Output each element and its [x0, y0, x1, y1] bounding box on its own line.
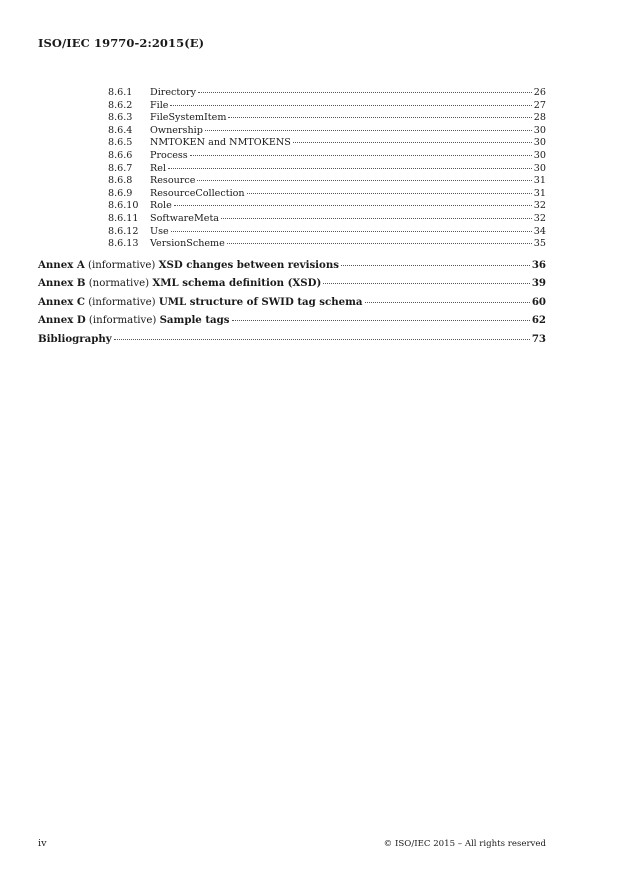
toc-entry-page: 32 — [533, 200, 546, 212]
toc-entry-page: 27 — [533, 99, 546, 111]
toc-entry[interactable] — [108, 125, 546, 138]
toc-entry-number: 8.6.2 — [108, 99, 133, 111]
toc-annex-entry[interactable] — [38, 293, 546, 311]
toc-subsection-list — [108, 87, 546, 251]
toc-entry[interactable] — [108, 87, 546, 100]
annex-label: Annex A — [38, 259, 85, 271]
annex-qualifier: (informative) — [88, 296, 156, 308]
toc-entry-number: 8.6.11 — [108, 212, 139, 224]
dot-leader — [227, 243, 532, 244]
annex-title: XSD changes between revisions — [158, 259, 339, 271]
annex-page: 39 — [531, 277, 546, 290]
dot-leader — [190, 155, 532, 156]
toc-entry-page: 30 — [533, 149, 546, 161]
toc-entry[interactable] — [108, 112, 546, 125]
toc-entry-title: SoftwareMeta — [150, 212, 220, 224]
toc-entry[interactable] — [108, 100, 546, 113]
annex-label: Annex D — [38, 314, 86, 327]
footer-page-number: iv — [38, 838, 47, 849]
toc-entry-page: 35 — [533, 238, 546, 250]
dot-leader — [221, 218, 532, 219]
dot-leader — [197, 180, 531, 181]
toc-annex-entry[interactable] — [38, 274, 546, 292]
toc-entry-number: 8.6.4 — [108, 124, 133, 136]
toc-entry-title: Role — [150, 200, 172, 212]
annex-title: XML schema definition (XSD) — [152, 277, 322, 290]
toc-entry-number: 8.6.13 — [108, 238, 139, 250]
dot-leader — [323, 283, 529, 284]
dot-leader — [228, 117, 531, 118]
toc-entry-page: 31 — [533, 187, 546, 199]
dot-leader — [205, 130, 532, 131]
dot-leader — [198, 92, 532, 93]
bibliography-page: 73 — [531, 332, 546, 345]
toc-entry-title: NMTOKEN and NMTOKENS — [150, 137, 291, 149]
toc-entry-number: 8.6.5 — [108, 137, 133, 149]
dot-leader — [247, 193, 532, 194]
toc-entry-title: File — [150, 99, 169, 111]
toc-entry-title: VersionScheme — [150, 238, 225, 250]
dot-leader — [171, 231, 532, 232]
toc-entry-number: 8.6.1 — [108, 87, 133, 98]
toc-annex-entry[interactable] — [38, 256, 546, 274]
toc-entry-number: 8.6.7 — [108, 162, 133, 174]
toc-entry-page: 31 — [533, 175, 546, 187]
toc-entry[interactable] — [108, 238, 546, 251]
toc-entry-title: FileSystemItem — [150, 112, 227, 124]
toc-entry[interactable] — [108, 163, 546, 176]
toc-entry-number: 8.6.6 — [108, 149, 133, 161]
toc-entry-page: 34 — [533, 225, 546, 237]
toc-annex-entry[interactable] — [38, 311, 546, 329]
toc-entry-title: Use — [150, 225, 169, 237]
dot-leader — [232, 320, 530, 321]
toc-entry-number: 8.6.3 — [108, 112, 133, 124]
toc-entry-title: Rel — [150, 162, 166, 174]
dot-leader — [174, 205, 532, 206]
annex-label: Annex B — [38, 277, 86, 290]
dot-leader — [365, 302, 530, 303]
toc-entry-page: 32 — [533, 212, 546, 224]
toc-entry-title: Ownership — [150, 124, 203, 136]
annex-page: 60 — [531, 295, 546, 308]
toc-entry[interactable] — [108, 200, 546, 213]
footer-copyright: © ISO/IEC 2015 – All rights reserved — [383, 839, 546, 849]
toc-entry-number: 8.6.8 — [108, 175, 133, 187]
annex-title: Sample tags — [159, 314, 230, 327]
annex-label: Annex C — [38, 295, 85, 308]
document-header: ISO/IEC 19770-2:2015(E) — [38, 36, 205, 50]
toc-entry[interactable] — [108, 137, 546, 150]
toc-entry-page: 30 — [533, 137, 546, 149]
toc-entry[interactable] — [108, 150, 546, 163]
annex-qualifier: (normative) — [88, 278, 150, 290]
toc-entry[interactable] — [108, 226, 546, 239]
toc-entry-page: 26 — [533, 87, 546, 98]
dot-leader — [341, 265, 530, 266]
toc-entry[interactable] — [108, 188, 546, 201]
toc-entry-title: ResourceCollection — [150, 187, 245, 199]
bibliography-label: Bibliography — [38, 332, 112, 345]
toc-bibliography-entry[interactable] — [38, 330, 546, 348]
annex-qualifier: (informative) — [87, 260, 156, 271]
toc-entry-page: 30 — [533, 162, 546, 174]
toc-entry[interactable] — [108, 175, 546, 188]
toc-entry[interactable] — [108, 213, 546, 226]
toc-annex-list — [38, 256, 546, 348]
toc-entry-title: Process — [150, 149, 188, 161]
annex-page: 62 — [531, 314, 546, 327]
toc-entry-number: 8.6.9 — [108, 187, 133, 199]
dot-leader — [168, 168, 532, 169]
dot-leader — [293, 142, 532, 143]
annex-title: UML structure of SWID tag schema — [158, 295, 363, 308]
toc-entry-title: Directory — [150, 87, 197, 98]
toc-entry-page: 30 — [533, 124, 546, 136]
toc-entry-page: 28 — [533, 112, 546, 124]
dot-leader — [114, 339, 530, 340]
toc-entry-title: Resource — [150, 175, 196, 187]
toc-entry-number: 8.6.12 — [108, 225, 139, 237]
toc-entry-number: 8.6.10 — [108, 200, 139, 212]
annex-qualifier: (informative) — [88, 315, 157, 327]
annex-page: 36 — [531, 259, 546, 271]
dot-leader — [170, 105, 531, 106]
